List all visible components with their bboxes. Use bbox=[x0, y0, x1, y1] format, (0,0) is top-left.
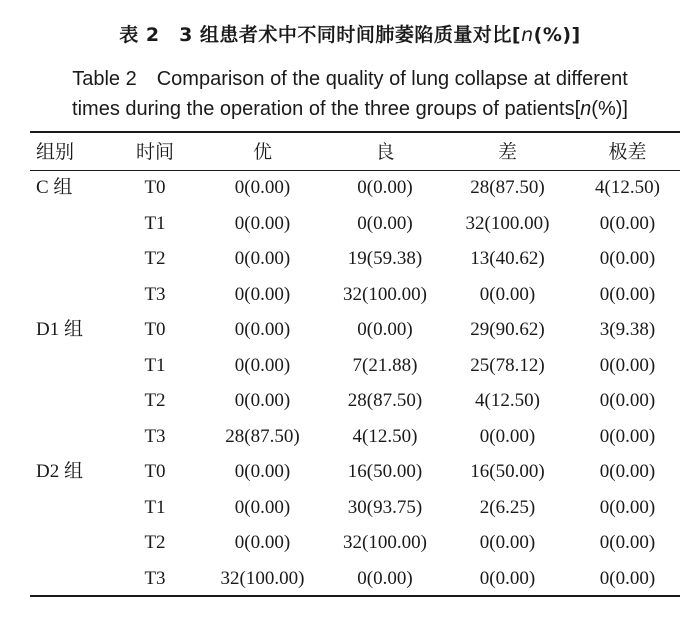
header-very-poor: 极差 bbox=[608, 141, 647, 163]
header-group: 组别 bbox=[36, 141, 75, 163]
row-poor-cell: 29(90.62) bbox=[470, 319, 545, 340]
row-excellent-cell: 0(0.00) bbox=[234, 354, 291, 376]
title-en-line2-n: n bbox=[580, 98, 592, 120]
row-good-cell: 0(0.00) bbox=[357, 319, 413, 340]
row-excellent-cell: 28(87.50) bbox=[225, 425, 300, 447]
row-poor-cell: 28(87.50) bbox=[470, 177, 545, 198]
row-time-cell: T2 bbox=[144, 532, 166, 553]
row-poor-cell: 0(0.00) bbox=[479, 567, 536, 589]
row-excellent-cell: 0(0.00) bbox=[234, 390, 291, 411]
row-poor-cell: 0(0.00) bbox=[479, 283, 536, 305]
title-cn-prefix: 表 2 3 组患者术中不同时间肺萎陷质量对比[ bbox=[119, 24, 522, 46]
row-very-poor-cell: 0(0.00) bbox=[599, 461, 656, 482]
table-row bbox=[30, 312, 680, 348]
row-time-cell: T1 bbox=[144, 354, 166, 376]
table-title-en-line2 bbox=[0, 98, 700, 121]
header-good: 良 bbox=[375, 141, 395, 163]
row-poor-cell: 32(100.00) bbox=[465, 212, 550, 234]
title-cn-n: n bbox=[521, 24, 534, 46]
row-good-cell: 4(12.50) bbox=[352, 425, 418, 447]
row-group-cell: C 组 bbox=[36, 177, 73, 198]
row-group-cell bbox=[36, 525, 126, 561]
row-time-cell: T2 bbox=[144, 248, 166, 269]
row-good-cell: 30(93.75) bbox=[347, 496, 423, 518]
row-very-poor-cell: 0(0.00) bbox=[599, 496, 656, 518]
row-group-cell: D2 组 bbox=[36, 461, 83, 482]
row-good-cell: 0(0.00) bbox=[357, 177, 413, 198]
table-row bbox=[30, 383, 680, 419]
row-very-poor-cell: 0(0.00) bbox=[599, 354, 656, 376]
row-very-poor-cell: 0(0.00) bbox=[599, 212, 656, 234]
row-very-poor-cell: 0(0.00) bbox=[599, 248, 656, 269]
row-group-cell bbox=[36, 490, 126, 526]
row-excellent-cell: 0(0.00) bbox=[234, 461, 291, 482]
row-time-cell: T1 bbox=[144, 496, 166, 518]
table-row bbox=[30, 561, 680, 597]
row-very-poor-cell: 3(9.38) bbox=[599, 319, 656, 340]
table-row bbox=[30, 170, 680, 206]
row-group-cell bbox=[36, 561, 126, 597]
row-excellent-cell: 0(0.00) bbox=[234, 319, 291, 340]
row-time-cell: T0 bbox=[144, 319, 166, 340]
table-row bbox=[30, 454, 680, 490]
row-group-cell bbox=[36, 206, 126, 242]
row-time-cell: T0 bbox=[144, 177, 166, 198]
row-good-cell: 0(0.00) bbox=[357, 567, 413, 589]
row-excellent-cell: 0(0.00) bbox=[234, 532, 291, 553]
row-poor-cell: 2(6.25) bbox=[479, 496, 536, 518]
row-time-cell: T3 bbox=[144, 567, 166, 589]
row-time-cell: T0 bbox=[144, 461, 166, 482]
row-very-poor-cell: 0(0.00) bbox=[599, 567, 656, 589]
table-title-cn bbox=[0, 20, 700, 47]
row-very-poor-cell: 0(0.00) bbox=[599, 390, 656, 411]
row-excellent-cell: 0(0.00) bbox=[234, 283, 291, 305]
row-group-cell bbox=[36, 277, 126, 313]
table-header-row bbox=[30, 134, 680, 170]
row-good-cell: 32(100.00) bbox=[343, 532, 427, 553]
row-good-cell: 32(100.00) bbox=[343, 283, 427, 305]
row-time-cell: T2 bbox=[144, 390, 166, 411]
row-very-poor-cell: 4(12.50) bbox=[595, 177, 660, 198]
title-en-line2-prefix: times during the operation of the three groups of patients[ bbox=[72, 98, 581, 120]
table-title-en-line1: Table 2 Comparison of the quality of lung collapse at different bbox=[72, 68, 628, 90]
row-good-cell: 16(50.00) bbox=[347, 461, 423, 482]
row-excellent-cell: 0(0.00) bbox=[234, 248, 291, 269]
row-time-cell: T3 bbox=[144, 283, 166, 305]
header-poor: 差 bbox=[497, 141, 517, 163]
table-row bbox=[30, 241, 680, 277]
row-poor-cell: 13(40.62) bbox=[470, 248, 545, 269]
table-row bbox=[30, 419, 680, 455]
row-good-cell: 19(59.38) bbox=[347, 248, 423, 269]
row-good-cell: 7(21.88) bbox=[352, 354, 418, 376]
row-excellent-cell: 0(0.00) bbox=[234, 177, 291, 198]
row-poor-cell: 16(50.00) bbox=[470, 461, 545, 482]
title-en-line2-suffix: (%)] bbox=[591, 98, 628, 120]
table-row bbox=[30, 490, 680, 526]
header-time: 时间 bbox=[135, 141, 174, 163]
title-cn-suffix: (%)] bbox=[533, 24, 581, 46]
table-row bbox=[30, 348, 680, 384]
header-excellent: 优 bbox=[252, 141, 272, 163]
row-excellent-cell: 32(100.00) bbox=[220, 567, 305, 589]
row-poor-cell: 0(0.00) bbox=[479, 425, 536, 447]
table-row bbox=[30, 206, 680, 242]
row-group-cell bbox=[36, 348, 126, 384]
row-excellent-cell: 0(0.00) bbox=[234, 212, 291, 234]
table-row bbox=[30, 277, 680, 313]
row-very-poor-cell: 0(0.00) bbox=[599, 425, 656, 447]
table-row bbox=[30, 525, 680, 561]
row-time-cell: T3 bbox=[144, 425, 166, 447]
table-top-rule bbox=[30, 131, 680, 133]
row-group-cell bbox=[36, 241, 126, 277]
row-poor-cell: 4(12.50) bbox=[475, 390, 540, 411]
row-very-poor-cell: 0(0.00) bbox=[599, 283, 656, 305]
row-time-cell: T1 bbox=[144, 212, 166, 234]
row-good-cell: 28(87.50) bbox=[347, 390, 423, 411]
row-poor-cell: 0(0.00) bbox=[479, 532, 536, 553]
row-excellent-cell: 0(0.00) bbox=[234, 496, 291, 518]
row-group-cell: D1 组 bbox=[36, 319, 83, 340]
row-good-cell: 0(0.00) bbox=[357, 212, 413, 234]
row-group-cell bbox=[36, 419, 126, 455]
row-poor-cell: 25(78.12) bbox=[470, 354, 545, 376]
row-group-cell bbox=[36, 383, 126, 419]
row-very-poor-cell: 0(0.00) bbox=[599, 532, 656, 553]
